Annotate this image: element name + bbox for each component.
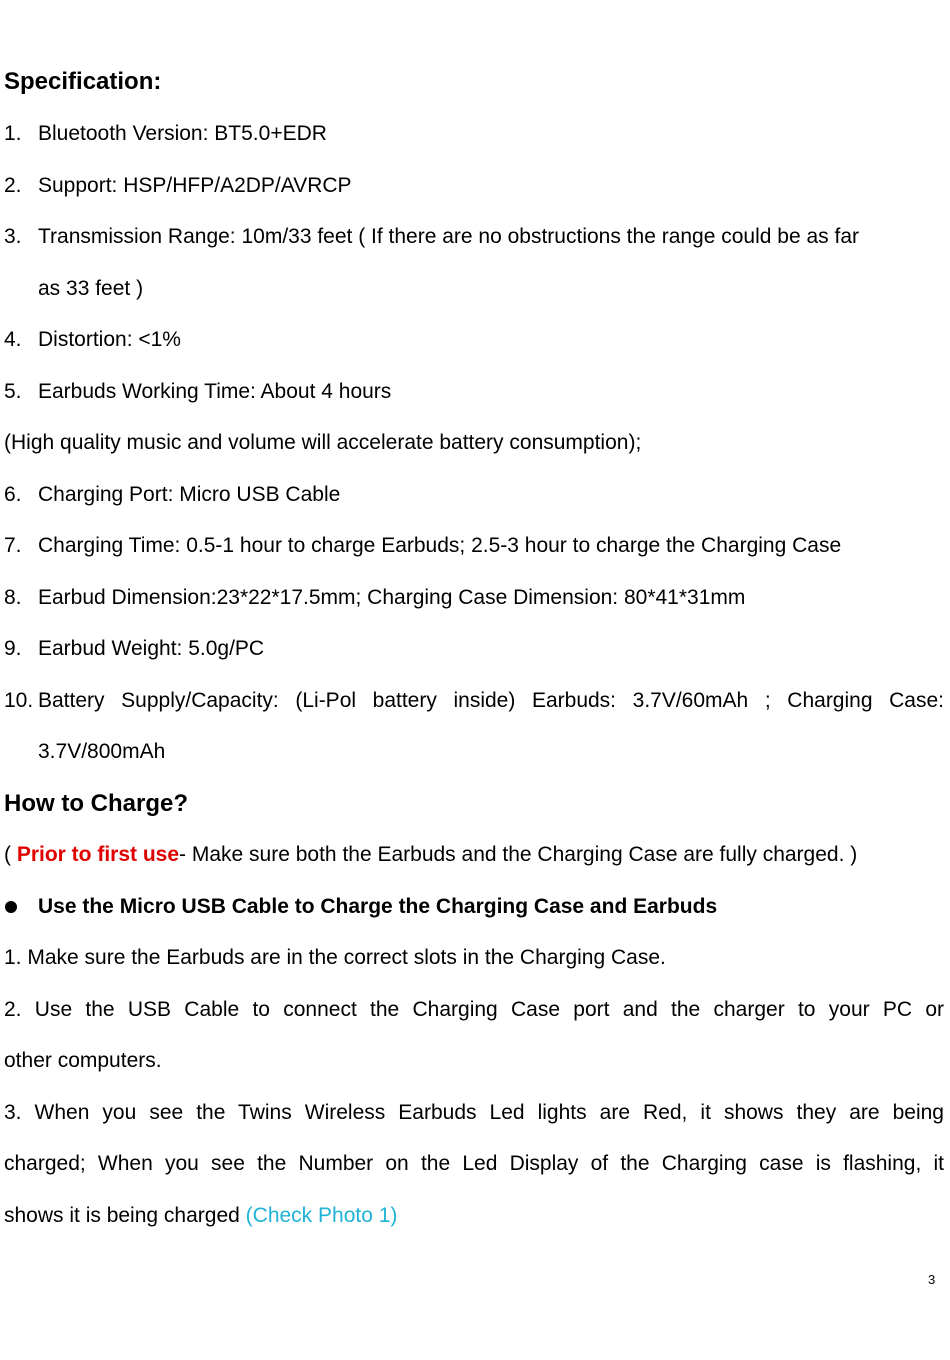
battery-note: (High quality music and volume will accelerate battery consumption); <box>4 431 642 454</box>
spec-item-6 <box>4 481 944 509</box>
spec-item-text: Support: HSP/HFP/A2DP/AVRCP <box>38 174 352 197</box>
spec-item-number: 4. <box>4 328 22 351</box>
spec-item-text: Earbud Weight: 5.0g/PC <box>38 637 265 660</box>
prior-to-first-use-text: - Make sure both the Earbuds and the Charging Case are fully charged. ) <box>179 843 858 866</box>
charge-step-2-line-1: 2. Use the USB Cable to connect the Charging Case port and the charger to your PC or <box>4 998 944 1021</box>
spec-item-number: 6. <box>4 483 22 506</box>
bullet-dot-icon <box>4 893 38 921</box>
how-to-charge-heading: How to Charge? <box>4 790 188 817</box>
spec-item-number: 7. <box>4 534 22 557</box>
spec-item-10 <box>4 687 944 715</box>
charge-step-3-line-2: charged; When you see the Number on the Led Display of the Charging case is flashing, it <box>4 1152 944 1175</box>
spec-item-number: 9. <box>4 637 22 660</box>
check-photo-reference: (Check Photo 1) <box>245 1204 398 1227</box>
prior-to-first-use-note <box>4 841 944 869</box>
spec-item-5 <box>4 378 944 406</box>
spec-item-text: Transmission Range: 10m/33 feet ( If there are no obstructions the range could be as far <box>38 225 859 248</box>
spec-item-text: Earbuds Working Time: About 4 hours <box>38 380 392 403</box>
spec-item-3 <box>4 223 944 251</box>
prior-open-paren: ( <box>4 843 17 866</box>
bullet-charge-method <box>4 893 944 921</box>
spec-item-10-continuation: 3.7V/800mAh <box>38 740 166 763</box>
spec-item-number: 1. <box>4 122 22 145</box>
charge-step-3-text: shows it is being charged <box>4 1204 240 1227</box>
spec-item-number: 2. <box>4 174 22 197</box>
specification-heading: Specification: <box>4 68 162 95</box>
spec-item-text: Battery Supply/Capacity: (Li-Pol battery inside) Earbuds: 3.7V/60mAh ; Charging Case: <box>38 689 944 712</box>
spec-item-4 <box>4 326 944 354</box>
spec-item-text: Distortion: <1% <box>38 328 181 351</box>
spec-item-3-continuation: as 33 feet ) <box>38 277 144 300</box>
spec-item-number: 10. <box>4 689 34 712</box>
spec-item-2 <box>4 172 944 200</box>
spec-item-number: 8. <box>4 586 22 609</box>
spec-item-1 <box>4 120 944 148</box>
charge-step-3-line-3 <box>4 1202 944 1230</box>
spec-item-9 <box>4 635 944 663</box>
spec-item-text: Bluetooth Version: BT5.0+EDR <box>38 122 327 145</box>
charge-step-2-line-2: other computers. <box>4 1049 162 1072</box>
spec-item-text: Charging Port: Micro USB Cable <box>38 483 341 506</box>
spec-item-number: 5. <box>4 380 22 403</box>
spec-item-8 <box>4 584 944 612</box>
charge-step-1: 1. Make sure the Earbuds are in the correct slots in the Charging Case. <box>4 946 666 969</box>
spec-item-number: 3. <box>4 225 22 248</box>
spec-item-7 <box>4 532 944 560</box>
page-number: 3 <box>928 1272 936 1287</box>
bullet-text: Use the Micro USB Cable to Charge the Charging Case and Earbuds <box>38 895 718 918</box>
spec-item-text: Earbud Dimension:23*22*17.5mm; Charging Case Dimension: 80*41*31mm <box>38 586 746 609</box>
prior-to-first-use-label: Prior to first use <box>16 843 180 866</box>
charge-step-3-line-1: 3. When you see the Twins Wireless Earbuds Led lights are Red, it shows they are being <box>4 1101 944 1124</box>
spec-item-text: Charging Time: 0.5-1 hour to charge Earbuds; 2.5-3 hour to charge the Charging Case <box>38 534 842 557</box>
